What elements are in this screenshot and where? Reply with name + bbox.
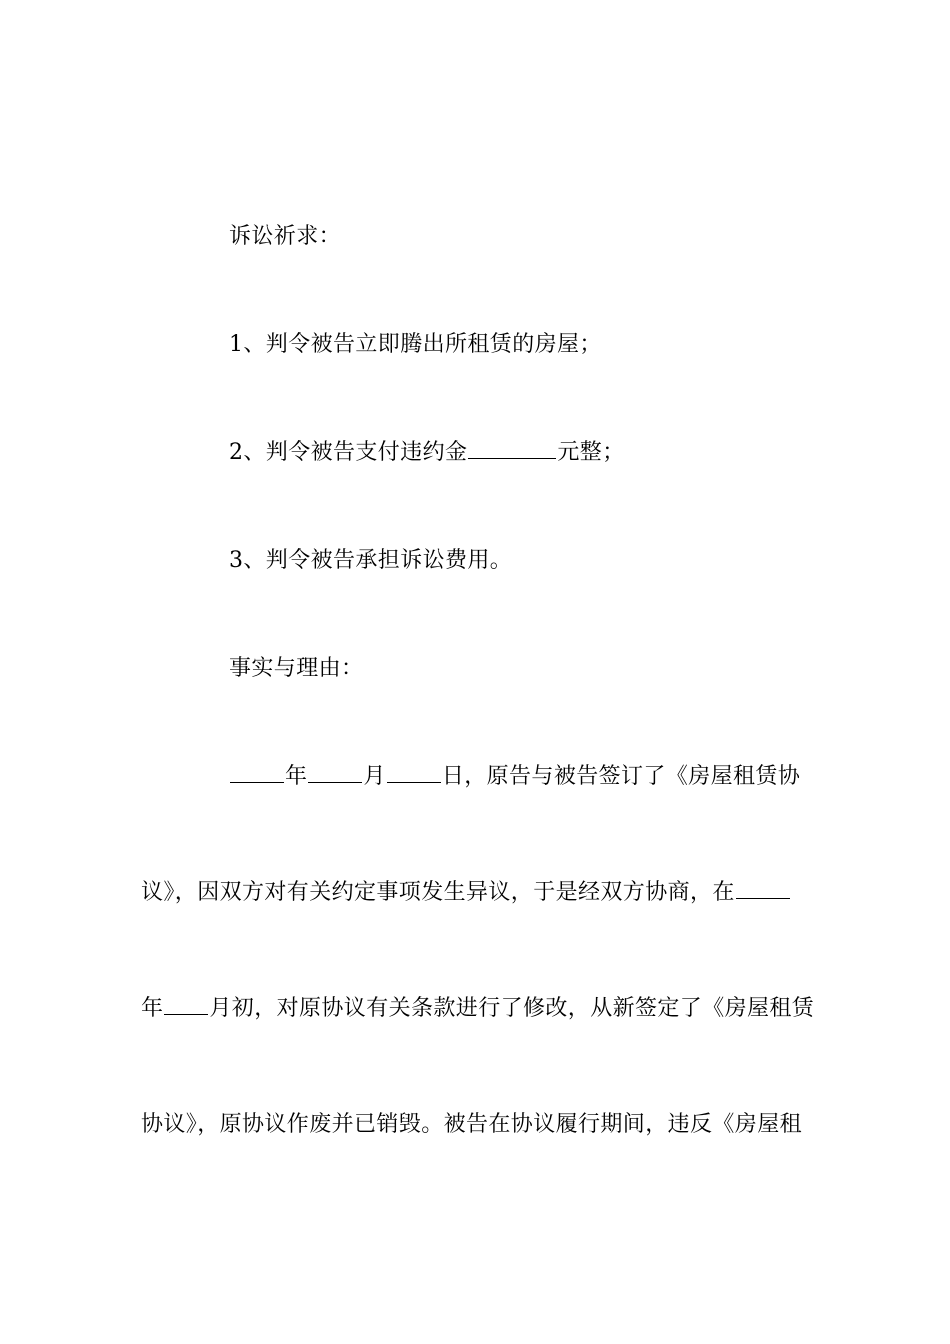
year-label: 年 (285, 764, 308, 789)
claims-heading: 诉讼祈求： (229, 224, 342, 249)
claim-item-3: 3、判令被告承担诉讼费用。 (229, 548, 513, 573)
month-blank-2 (164, 994, 208, 1015)
claim-item-2 (229, 438, 811, 468)
claim-item-2-suffix: 元整； (557, 440, 625, 465)
claim-item-2-text: 2、判令被告支付违约金 (229, 440, 468, 465)
facts-heading: 事实与理由： (229, 656, 364, 681)
facts-line-1-text: 日，原告与被告签订了《房屋租赁协 (441, 764, 801, 789)
year-label-2: 年 (141, 996, 164, 1021)
facts-line-3-text: 月初，对原协议有关条款进行了修改，从新签定了《房屋租赁 (209, 996, 815, 1021)
claim-item-1: 1、判令被告立即腾出所租赁的房屋； (229, 332, 602, 357)
facts-line-4: 协议》，原协议作废并已销毁。被告在协议履行期间，违反《房屋租 (141, 1112, 803, 1137)
year-blank (230, 762, 284, 783)
amount-blank (468, 438, 556, 459)
year-blank-2 (736, 878, 790, 899)
facts-line-1 (229, 762, 811, 792)
month-label: 月 (363, 764, 386, 789)
facts-line-2 (141, 878, 811, 908)
facts-line-2-text: 议》，因双方对有关约定事项发生异议，于是经双方协商，在 (141, 880, 735, 905)
month-blank (308, 762, 362, 783)
facts-line-3 (141, 994, 815, 1024)
day-blank (387, 762, 441, 783)
